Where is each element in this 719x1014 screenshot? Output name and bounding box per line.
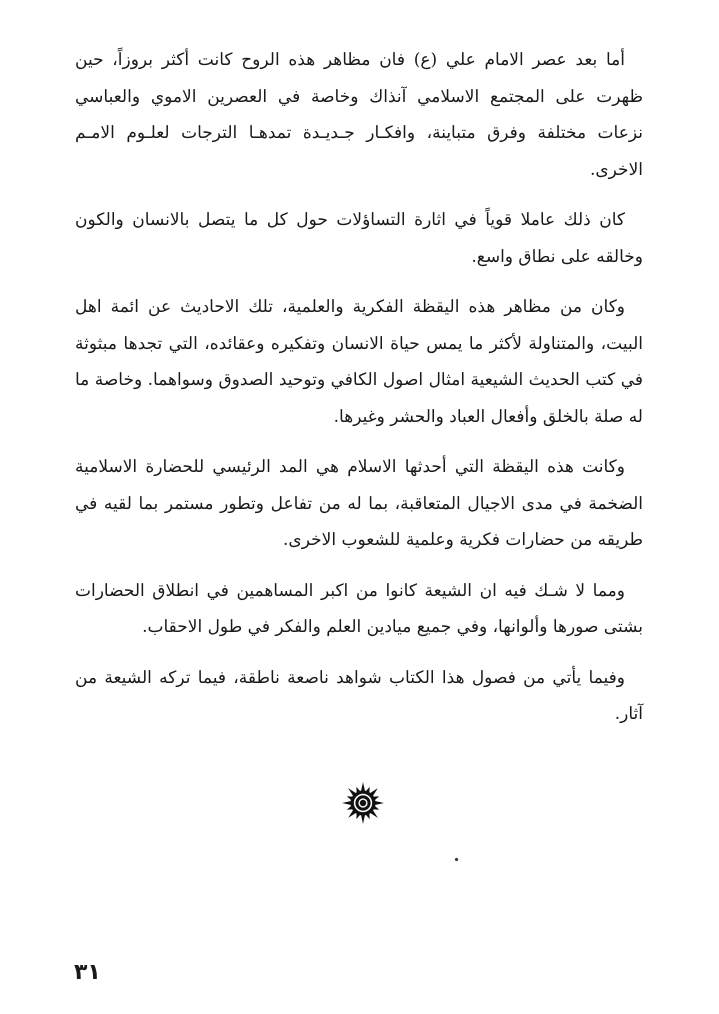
paragraph-1: أما بعد عصر الامام علي (ع) فان مظاهر هذه الروح كانت أكثر بروزاً، حين ظهرت على المجتمع الاسلامي آنذاك وخاصة في العصرين الاموي والعباسي نزعات مختلفة وفرق متباينة، وافكـار جـديـدة تمدهـا الترجات لعلـوم الامـم الاخرى.: [75, 50, 643, 180]
paragraph-6: وفيما يأتي من فصول هذا الكتاب شواهد ناصعة ناطقة، فيما تركه الشيعة من آثار.: [75, 667, 643, 724]
paragraph-4: وكانت هذه اليقظة التي أحدثها الاسلام هي المد الرئيسي للحضارة الاسلامية الضخمة في مدى الاجيال المتعاقبة، بما له من تفاعل وتطور مستمر بما لقيه في طريقه من حضارات فكرية وعلمية للشعوب الاخرى.: [75, 457, 643, 550]
paragraph-3: وكان من مظاهر هذه اليقظة الفكرية والعلمية، تلك الاحاديث عن ائمة اهل البيت، والمتناولة لأكثر ما يمس حياة الانسان وتفكيره وعقائده، التي تجدها مبثوثة في كتب الحديث الشيعية امثال اصول الكافي وتوحيد الصدوق وسواهما. وخاصة ما له صلة بالخلق وأفعال العباد والحشر وغيرها.: [75, 297, 643, 427]
sunburst-ornament-icon: [341, 781, 385, 825]
paragraph-5: ومما لا شـك فيه ان الشيعة كانوا من اكبر المساهمين في انطلاق الحضارات بشتى صورها وألوانها، وفي جميع ميادين العلم والفكر في طول الاحقاب.: [75, 580, 643, 637]
paragraph-2: كان ذلك عاملا قوياً في اثارة التساؤلات حول كل ما يتصل بالانسان والكون وخالقه على نطاق واسع.: [75, 210, 643, 267]
page-number: ٣١: [74, 960, 101, 985]
page-body: [75, 42, 643, 747]
stray-mark: [454, 857, 458, 861]
